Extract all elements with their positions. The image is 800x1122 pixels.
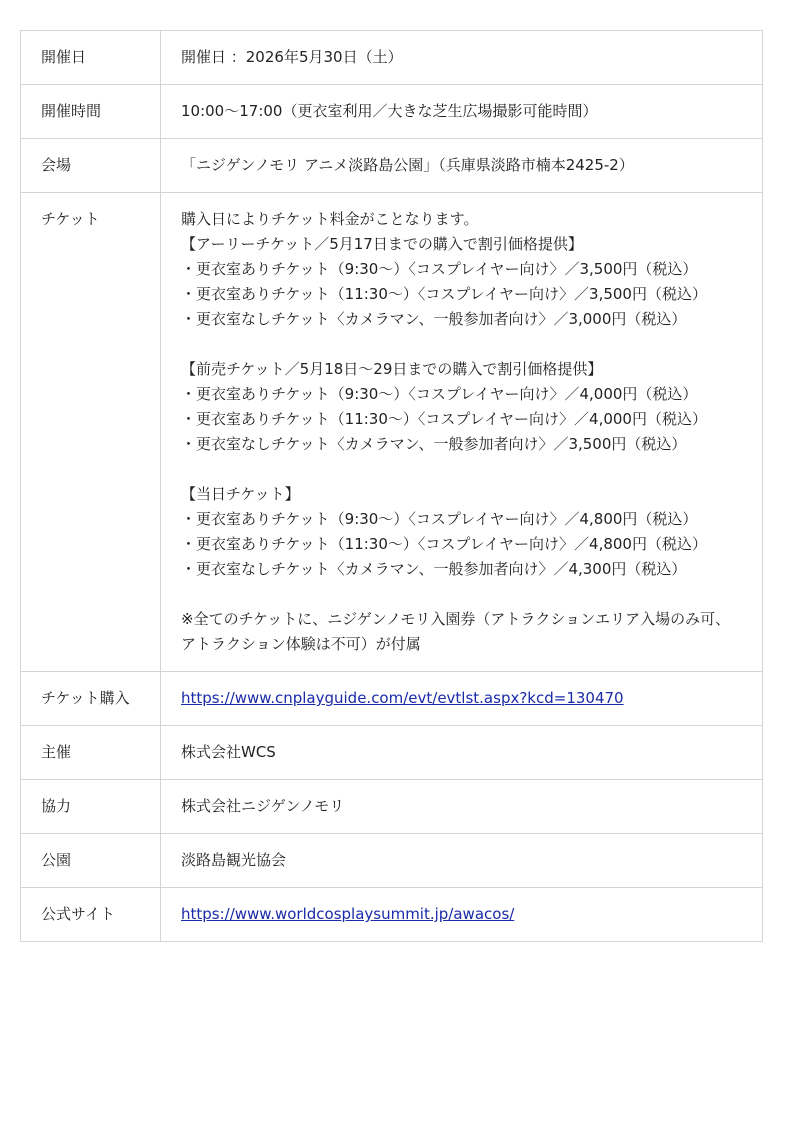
sameday-ticket-item: ・更衣室なしチケット〈カメラマン、一般参加者向け〉／4,300円（税込） bbox=[181, 560, 687, 578]
row-label: 協力 bbox=[21, 780, 161, 834]
early-ticket-item: ・更衣室ありチケット（11:30～）〈コスプレイヤー向け〉／3,500円（税込） bbox=[181, 285, 707, 303]
row-label: 主催 bbox=[21, 726, 161, 780]
ticket-intro: 購入日によりチケット料金がことなります。 bbox=[181, 210, 479, 228]
park-value: 淡路島観光協会 bbox=[161, 834, 763, 888]
row-date bbox=[21, 31, 763, 85]
row-official-site bbox=[21, 888, 763, 942]
row-label: 公園 bbox=[21, 834, 161, 888]
early-ticket-item: ・更衣室ありチケット（9:30～）〈コスプレイヤー向け〉／3,500円（税込） bbox=[181, 260, 698, 278]
venue-value: 「ニジゲンノモリ アニメ淡路島公園」（兵庫県淡路市楠本2425-2） bbox=[161, 139, 763, 193]
advance-ticket-item: ・更衣室なしチケット〈カメラマン、一般参加者向け〉／3,500円（税込） bbox=[181, 435, 687, 453]
row-organizer bbox=[21, 726, 763, 780]
official-site-cell bbox=[161, 888, 763, 942]
row-time bbox=[21, 85, 763, 139]
early-ticket-heading: 【アーリーチケット／5月17日までの購入で割引価格提供】 bbox=[181, 235, 583, 253]
row-label: チケット bbox=[21, 193, 161, 672]
row-label: チケット購入 bbox=[21, 672, 161, 726]
official-site-link[interactable]: https://www.worldcosplaysummit.jp/awacos/ bbox=[181, 905, 515, 923]
spacer bbox=[181, 582, 742, 607]
row-purchase bbox=[21, 672, 763, 726]
date-value: 開催日 ：2026年5月30日（土） bbox=[161, 31, 763, 85]
spacer bbox=[181, 457, 742, 482]
ticket-details bbox=[161, 193, 763, 672]
spacer bbox=[181, 332, 742, 357]
advance-ticket-item: ・更衣室ありチケット（9:30～）〈コスプレイヤー向け〉／4,000円（税込） bbox=[181, 385, 698, 403]
sameday-ticket-heading: 【当日チケット】 bbox=[181, 485, 300, 503]
sameday-ticket-item: ・更衣室ありチケット（9:30～）〈コスプレイヤー向け〉／4,800円（税込） bbox=[181, 510, 698, 528]
cooperation-value: 株式会社ニジゲンノモリ bbox=[161, 780, 763, 834]
row-venue bbox=[21, 139, 763, 193]
purchase-cell bbox=[161, 672, 763, 726]
advance-ticket-item: ・更衣室ありチケット（11:30～）〈コスプレイヤー向け〉／4,000円（税込） bbox=[181, 410, 707, 428]
time-value: 10:00～17:00（更衣室利用／大きな芝生広場撮影可能時間） bbox=[161, 85, 763, 139]
row-park bbox=[21, 834, 763, 888]
sameday-ticket-item: ・更衣室ありチケット（11:30～）〈コスプレイヤー向け〉／4,800円（税込） bbox=[181, 535, 707, 553]
row-cooperation bbox=[21, 780, 763, 834]
organizer-value: 株式会社WCS bbox=[161, 726, 763, 780]
row-label: 開催時間 bbox=[21, 85, 161, 139]
row-label: 開催日 bbox=[21, 31, 161, 85]
row-ticket bbox=[21, 193, 763, 672]
event-info-table bbox=[20, 30, 763, 942]
ticket-note: ※全てのチケットに、ニジゲンノモリ入園券（アトラクションエリア入場のみ可、アトラクション体験は不可）が付属 bbox=[181, 610, 731, 653]
row-label: 公式サイト bbox=[21, 888, 161, 942]
advance-ticket-heading: 【前売チケット／5月18日～29日までの購入で割引価格提供】 bbox=[181, 360, 603, 378]
early-ticket-item: ・更衣室なしチケット〈カメラマン、一般参加者向け〉／3,000円（税込） bbox=[181, 310, 687, 328]
ticket-purchase-link[interactable]: https://www.cnplayguide.com/evt/evtlst.aspx?kcd=130470 bbox=[181, 689, 624, 707]
row-label: 会場 bbox=[21, 139, 161, 193]
